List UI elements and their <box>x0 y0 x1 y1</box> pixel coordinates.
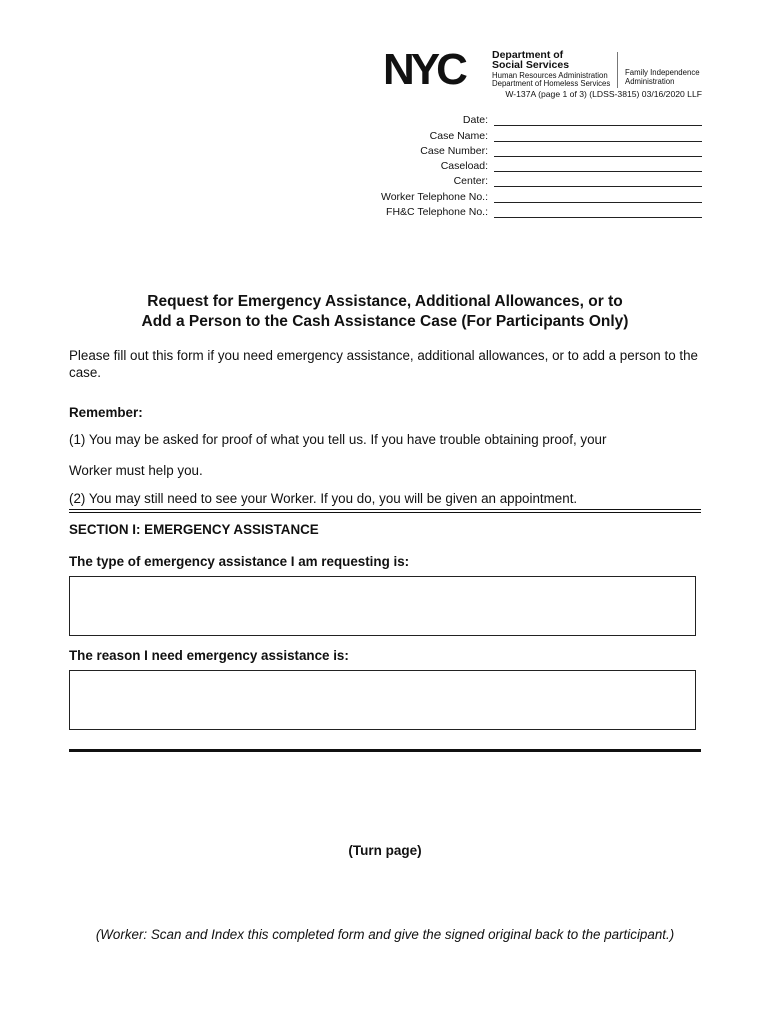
emergency-type-label: The type of emergency assistance I am requesting is: <box>69 554 410 569</box>
fhc-telephone-input-line[interactable] <box>494 205 702 218</box>
field-worker-telephone <box>300 187 702 202</box>
field-center <box>300 172 702 187</box>
case-info-fields <box>300 111 702 218</box>
emergency-type-field[interactable] <box>69 576 696 636</box>
header-divider <box>617 52 618 88</box>
section-divider-top <box>69 509 701 510</box>
title-line2: Add a Person to the Cash Assistance Case (For Participants Only) <box>141 313 629 330</box>
dept-line1: Department of <box>492 49 564 61</box>
field-case-number <box>300 142 702 157</box>
field-fhc-telephone <box>300 203 702 218</box>
intro-text: Please fill out this form if you need emergency assistance, additional allowances, or to add a person to the case. <box>69 348 698 380</box>
sub-agency-hra: Human Resources Administration <box>492 71 608 80</box>
date-input-line[interactable] <box>494 113 702 126</box>
dept-line2: Social Services <box>492 59 570 71</box>
field-caseload <box>300 157 702 172</box>
form-title <box>0 292 770 332</box>
remember-heading: Remember: <box>69 405 143 420</box>
field-label: Worker Telephone No.: <box>380 190 488 203</box>
section1-heading: SECTION I: EMERGENCY ASSISTANCE <box>69 522 319 537</box>
fia-name <box>625 69 700 86</box>
field-label: Center: <box>453 175 488 188</box>
fia-line2: Administration <box>625 76 675 86</box>
sub-agency-dhs: Department of Homeless Services <box>492 79 611 88</box>
emergency-reason-field[interactable] <box>69 670 696 730</box>
emergency-reason-label: The reason I need emergency assistance is: <box>69 648 349 663</box>
caseload-input-line[interactable] <box>494 159 702 172</box>
turn-page-note: (Turn page) <box>348 843 422 858</box>
field-label: Date: <box>462 114 488 127</box>
department-name <box>492 50 610 88</box>
fia-line1: Family Independence <box>625 68 700 77</box>
remember-item1-line2: Worker must help you. <box>69 463 203 478</box>
field-label: FH&C Telephone No.: <box>386 206 488 219</box>
field-case-name <box>300 126 702 141</box>
section-end-rule <box>69 749 701 752</box>
remember-item1-line1: (1) You may be asked for proof of what you tell us. If you have trouble obtaining proof, your <box>69 432 607 447</box>
field-label: Case Name: <box>429 129 488 142</box>
form-id: W-137A (page 1 of 3) (LDSS-3815) 03/16/2020 LLF <box>505 89 702 99</box>
center-input-line[interactable] <box>494 174 702 187</box>
section-divider-bottom <box>69 512 701 513</box>
nyc-logo-text: NYC <box>383 50 464 88</box>
nyc-logo-mark <box>383 50 489 88</box>
case-name-input-line[interactable] <box>494 129 702 142</box>
worker-instruction: (Worker: Scan and Index this completed form and give the signed original back to the participant.) <box>95 927 675 942</box>
field-label: Case Number: <box>420 144 488 157</box>
case-number-input-line[interactable] <box>494 144 702 157</box>
worker-telephone-input-line[interactable] <box>494 190 702 203</box>
field-label: Caseload: <box>440 160 488 173</box>
title-line1: Request for Emergency Assistance, Additional Allowances, or to <box>147 293 623 310</box>
remember-item2: (2) You may still need to see your Worker. If you do, you will be given an appointment. <box>69 491 578 506</box>
field-date <box>300 111 702 126</box>
